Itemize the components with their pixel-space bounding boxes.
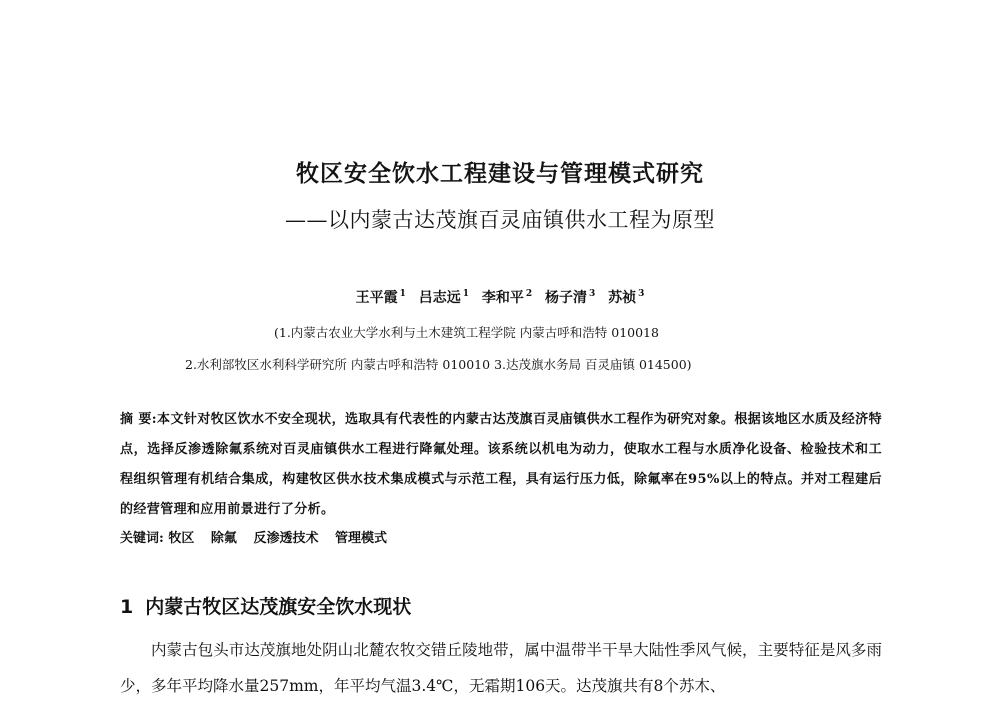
author-affiliation-mark: 1 — [399, 289, 406, 300]
author-affiliation-mark: 3 — [638, 289, 645, 300]
keyword: 除氟 — [210, 531, 237, 546]
section-heading — [120, 592, 411, 619]
author-name: 王平霞 — [355, 290, 398, 306]
author-name: 苏祯 — [608, 290, 637, 306]
keyword: 反渗透技术 — [253, 531, 319, 546]
abstract — [120, 405, 882, 525]
affiliation-line-1: (1.内蒙古农业大学水利与土木建筑工程学院 内蒙古呼和浩特 010018 — [274, 325, 659, 340]
paper-subtitle: ——以内蒙古达茂旗百灵庙镇供水工程为原型 — [285, 208, 715, 232]
abstract-label: 摘 要: — [120, 412, 158, 427]
keyword: 牧区 — [168, 531, 195, 546]
author-affiliation-mark: 3 — [589, 289, 596, 300]
section-number: 1 — [120, 596, 134, 618]
section-title: 内蒙古牧区达茂旗安全饮水现状 — [145, 596, 412, 618]
author-list — [0, 287, 1000, 307]
author-name: 吕志远 — [418, 290, 461, 306]
author-affiliation-mark: 2 — [525, 289, 533, 300]
abstract-text: 本文针对牧区饮水不安全现状，选取具有代表性的内蒙古达茂旗百灵庙镇供水工程作为研究对象。根据该地区水质及经济特点，选择反渗透除氟系统对百灵庙镇供水工程进行降氟处理。该系统以机电为动力，使取水工程与水质净化设备、检验技术和工程组织管理有机结合集成，构建牧区供水技术集成模式与示范工程，具有运行压力低，除氟率在95%以上的特点。并对工程建后的经营管理和应用前景进行了分析。 — [120, 412, 882, 517]
keyword: 管理模式 — [334, 531, 387, 546]
author-name: 杨子清 — [545, 290, 587, 306]
keywords-label: 关键词: — [120, 531, 164, 546]
body-paragraph: 内蒙古包头市达茂旗地处阴山北麓农牧交错丘陵地带，属中温带半干旱大陆性季风气候，主要特征是风多雨少，多年平均降水量257mm，年平均气温3.4℃，无霜期106天。达茂旗共有8个苏木、 — [120, 641, 882, 695]
author-name: 李和平 — [481, 290, 524, 306]
affiliation-line-2: 2.水利部牧区水利科学研究所 内蒙古呼和浩特 010010 3.达茂旗水务局 百灵庙镇 014500) — [185, 357, 692, 372]
keywords — [120, 527, 399, 546]
paper-title: 牧区安全饮水工程建设与管理模式研究 — [296, 161, 704, 187]
author-affiliation-mark: 1 — [462, 289, 469, 300]
